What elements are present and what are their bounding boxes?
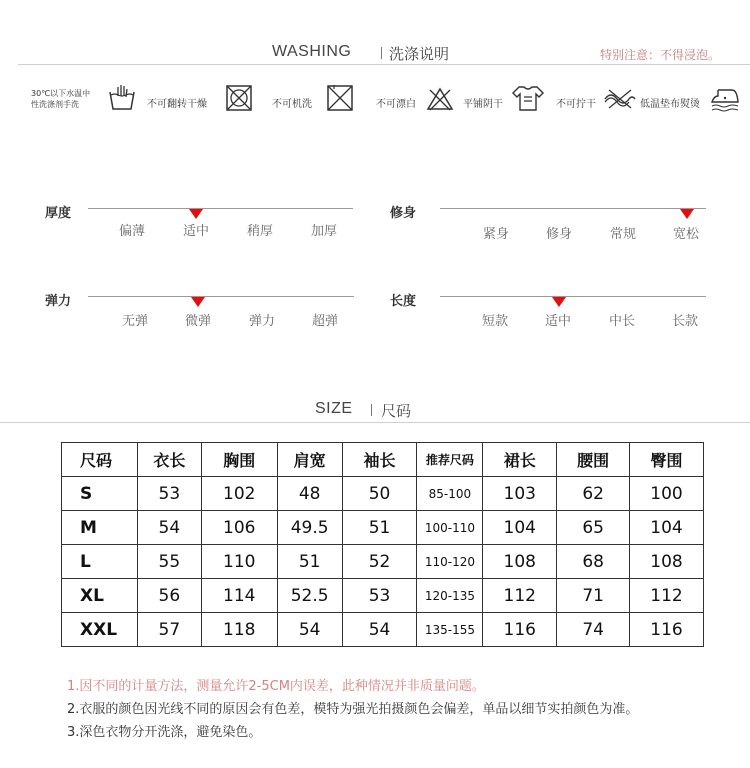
attr-option: 适中 <box>544 314 571 329</box>
table-row <box>62 579 704 613</box>
attr-option: 中长 <box>608 314 635 329</box>
table-header: 胸围 <box>201 443 277 477</box>
attr-option: 适中 <box>182 224 209 239</box>
table-cell: 55 <box>137 545 201 579</box>
table-cell: 110-120 <box>417 545 483 579</box>
table-cell: 106 <box>201 511 277 545</box>
table-cell: 110 <box>201 545 277 579</box>
attr-line <box>440 208 706 209</box>
note-3: 3.深色衣物分开洗涤，避免染色。 <box>67 725 262 740</box>
table-cell: XXL <box>62 613 138 647</box>
wash-label: 不可拧干 <box>556 99 596 110</box>
selected-marker <box>189 209 203 219</box>
table-header: 肩宽 <box>277 443 342 477</box>
attr-label-length: 长度 <box>390 294 417 309</box>
table-cell: 112 <box>630 579 704 613</box>
selected-marker <box>552 297 566 307</box>
table-header: 裙长 <box>483 443 557 477</box>
table-cell: 100-110 <box>417 511 483 545</box>
table-cell: S <box>62 477 138 511</box>
size-title-cn: 尺码 <box>381 402 412 420</box>
selected-marker <box>680 209 694 219</box>
size-table <box>61 442 704 647</box>
table-row <box>62 545 704 579</box>
table-row <box>62 477 704 511</box>
table-header: 腰围 <box>557 443 630 477</box>
wash-label: 不可机洗 <box>272 99 312 110</box>
note-1: 1.因不同的计量方法，测量允许2-5CM内误差，此种情况并非质量问题。 <box>67 679 485 694</box>
table-cell: 104 <box>630 511 704 545</box>
attr-option: 偏薄 <box>118 224 145 239</box>
washing-title-cn: 洗涤说明 <box>389 45 450 63</box>
table-cell: 53 <box>137 477 201 511</box>
wash-label-line1: 30℃以下水温中 <box>31 89 91 98</box>
wash-label: 平铺阴干 <box>463 99 503 110</box>
attr-line <box>88 208 353 209</box>
no-machine-wash-icon <box>326 84 354 112</box>
table-cell: 103 <box>483 477 557 511</box>
table-header: 推荐尺码 <box>417 443 483 477</box>
table-cell: 116 <box>630 613 704 647</box>
attr-option: 超弹 <box>311 314 338 329</box>
attr-option: 弹力 <box>248 314 275 329</box>
attr-line <box>88 296 354 297</box>
table-cell: 65 <box>557 511 630 545</box>
table-header: 尺码 <box>62 443 138 477</box>
low-iron-cloth-icon <box>710 86 740 112</box>
table-cell: 68 <box>557 545 630 579</box>
table-cell: 71 <box>557 579 630 613</box>
table-cell: 135-155 <box>417 613 483 647</box>
washing-notice: 特别注意：不得浸泡。 <box>600 48 721 62</box>
title-divider <box>381 47 382 59</box>
attr-label-thickness: 厚度 <box>45 206 72 221</box>
table-cell: 112 <box>483 579 557 613</box>
table-cell: 48 <box>277 477 342 511</box>
attr-option: 宽松 <box>672 227 699 242</box>
table-cell: 51 <box>277 545 342 579</box>
washing-title-en: WASHING <box>272 43 352 60</box>
attr-label-elasticity: 弹力 <box>45 294 72 309</box>
table-cell: 49.5 <box>277 511 342 545</box>
table-cell: 52 <box>342 545 417 579</box>
table-cell: 74 <box>557 613 630 647</box>
table-cell: 54 <box>342 613 417 647</box>
no-bleach-icon <box>426 86 454 112</box>
attr-option: 修身 <box>545 227 572 242</box>
note-2: 2.衣服的颜色因光线不同的原因会有色差，模特为强光拍摄颜色会偏差，单品以细节实拍颜色为准。 <box>67 702 639 717</box>
table-cell: 120-135 <box>417 579 483 613</box>
table-cell: 62 <box>557 477 630 511</box>
size-divider <box>0 422 750 423</box>
table-cell: 54 <box>277 613 342 647</box>
table-cell: 114 <box>201 579 277 613</box>
attr-option: 短款 <box>481 314 508 329</box>
selected-marker <box>191 297 205 307</box>
table-cell: 85-100 <box>417 477 483 511</box>
wash-label: 低温垫布熨烫 <box>640 99 700 110</box>
hand-wash-icon <box>107 83 137 113</box>
table-cell: 108 <box>483 545 557 579</box>
attr-option: 无弹 <box>121 314 148 329</box>
wash-label: 不可翻转干燥 <box>147 99 207 110</box>
dry-flat-shade-icon <box>511 83 545 113</box>
washing-divider <box>18 64 750 65</box>
table-cell: 102 <box>201 477 277 511</box>
table-cell: 118 <box>201 613 277 647</box>
table-cell: L <box>62 545 138 579</box>
attr-option: 紧身 <box>482 227 509 242</box>
size-title-en: SIZE <box>315 400 353 417</box>
table-cell: 116 <box>483 613 557 647</box>
attr-line <box>440 296 706 297</box>
table-cell: 57 <box>137 613 201 647</box>
no-wring-icon <box>603 88 637 110</box>
table-header: 臀围 <box>630 443 704 477</box>
wash-label-line2: 性洗涤剂手洗 <box>31 100 79 109</box>
attr-option: 加厚 <box>310 224 337 239</box>
table-cell: 50 <box>342 477 417 511</box>
table-cell: 51 <box>342 511 417 545</box>
title-divider <box>371 404 372 416</box>
attr-option: 微弹 <box>184 314 211 329</box>
attr-option: 稍厚 <box>246 224 273 239</box>
table-row <box>62 613 704 647</box>
table-cell: 52.5 <box>277 579 342 613</box>
attr-label-fit: 修身 <box>390 206 417 221</box>
table-cell: 56 <box>137 579 201 613</box>
table-cell: 104 <box>483 511 557 545</box>
wash-item-hand-wash <box>31 88 90 110</box>
table-cell: 108 <box>630 545 704 579</box>
table-header-row <box>62 443 704 477</box>
attr-option: 常规 <box>609 227 636 242</box>
table-cell: XL <box>62 579 138 613</box>
attr-option: 长款 <box>671 314 698 329</box>
table-header: 衣长 <box>137 443 201 477</box>
table-cell: 53 <box>342 579 417 613</box>
table-row <box>62 511 704 545</box>
table-cell: 100 <box>630 477 704 511</box>
no-tumble-dry-icon <box>225 84 253 112</box>
table-header: 袖长 <box>342 443 417 477</box>
wash-label: 不可漂白 <box>376 99 416 110</box>
table-cell: M <box>62 511 138 545</box>
table-cell: 54 <box>137 511 201 545</box>
